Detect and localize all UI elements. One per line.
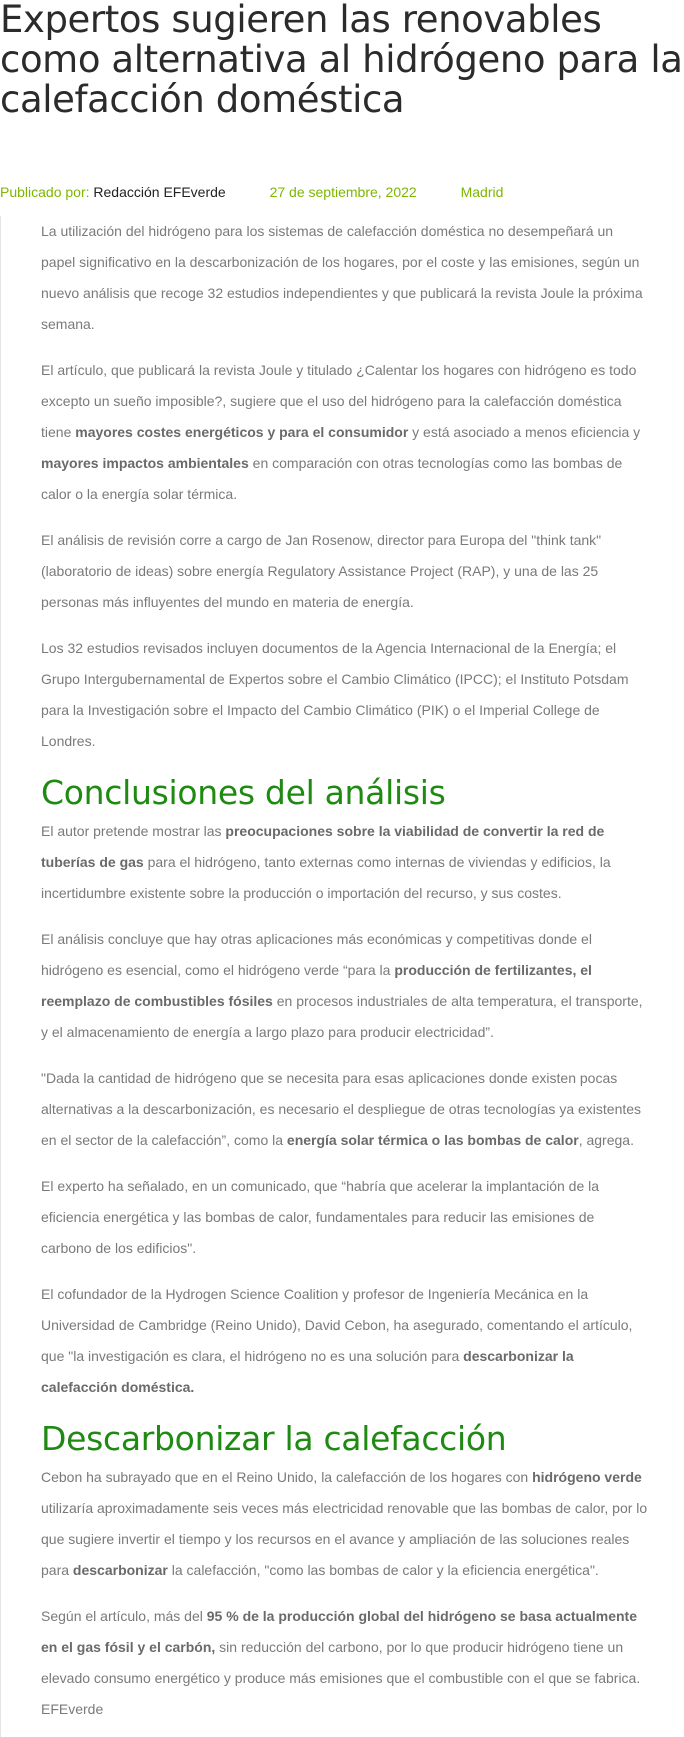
paragraph-text: y está asociado a menos eficiencia y [408, 424, 641, 440]
paragraph-text: Según el artículo, más del [41, 1608, 207, 1624]
paragraph [41, 1601, 648, 1725]
bold-text: mayores costes energéticos y para el consumidor [75, 424, 409, 440]
bold-text: 95 % de la producción global del hidrógeno se basa actualmente en el gas fósil y el carbón, [41, 1608, 637, 1655]
article-meta [0, 181, 503, 203]
article-title: Expertos sugieren las renovables como alternativa al hidrógeno para la calefacción doméstica [0, 0, 683, 121]
paragraph [41, 1462, 648, 1586]
paragraph [41, 1063, 648, 1156]
bold-text: energía solar térmica o las bombas de calor [286, 1132, 579, 1148]
paragraph-text: la calefacción, "como las bombas de calor y la eficiencia energética". [167, 1562, 599, 1578]
paragraph: El análisis de revisión corre a cargo de Jan Rosenow, director para Europa del "think tank" (laboratorio de ideas) sobre energía Regulatory Assistance Project (RAP), y una de las 25 personas más influyentes del mundo en materia de energía. [41, 532, 602, 610]
paragraph-text: utilizaría aproximadamente seis veces más electricidad renovable que las bombas de calor, por lo que sugiere invertir el tiempo y los recursos en el avance y ampliación de las soluciones reales para [41, 1500, 648, 1578]
paragraph-text: sin reducción del carbono, por lo que producir hidrógeno tiene un elevado consumo energético y produce más emisiones que el combustible con el que se fabrica. EFEverde [41, 1639, 641, 1717]
author-name[interactable]: Redacción EFEverde [93, 184, 226, 200]
author-label: Publicado por: [0, 184, 90, 200]
publish-date: 27 de septiembre, 2022 [269, 184, 417, 200]
article-body [0, 216, 648, 1737]
bold-text: hidrógeno verde [532, 1469, 642, 1485]
paragraph-text: El cofundador de la Hydrogen Science Coalition y profesor de Ingeniería Mecánica en la Universidad de Cambridge (Reino Unido), David Cebon, ha asegurado, comentando el artículo, que "la investigación es clara, el hidrógeno no es una solución para [41, 1286, 633, 1364]
paragraph-text: El análisis concluye que hay otras aplicaciones más económicas y competitivas donde el hidrógeno es esencial, como el hidrógeno verde “para la [41, 931, 592, 978]
bold-text: preocupaciones sobre la viabilidad de convertir la red de tuberías de gas [41, 823, 605, 870]
paragraph [41, 1279, 648, 1403]
paragraph-text: El artículo, que publicará la revista Joule y titulado ¿Calentar los hogares con hidrógeno es todo excepto un sueño imposible?, sugiere que el uso del hidrógeno para la calefacción doméstica tiene [41, 362, 637, 440]
paragraph: La utilización del hidrógeno para los sistemas de calefacción doméstica no desempeñará un papel significativo en la descarbonización de los hogares, por el coste y las emisiones, según un nuevo análisis que recoge 32 estudios independientes y que publicará la revista Joule la próxima semana. [41, 223, 643, 332]
publish-location: Madrid [460, 184, 504, 200]
paragraph-text: en comparación con otras tecnologías como las bombas de calor o la energía solar térmica. [41, 455, 623, 502]
paragraph-text: "Dada la cantidad de hidrógeno que se necesita para esas aplicaciones donde existen pocas alternativas a la descarbonización, es necesario el despliegue de otras tecnologías ya existentes en el sector de la calefacción”, como la [41, 1070, 642, 1148]
bold-text: producción de fertilizantes, el reemplazo de combustibles fósiles [41, 962, 592, 1009]
bold-text: mayores impactos ambientales [41, 455, 249, 471]
paragraph-text: Cebon ha subrayado que en el Reino Unido, la calefacción de los hogares con [41, 1469, 533, 1485]
paragraph: Los 32 estudios revisados incluyen documentos de la Agencia Internacional de la Energía; el Grupo Intergubernamental de Expertos sobre el Cambio Climático (IPCC); el Instituto Potsdam para la Investigación sobre el Impacto del Cambio Climático (PIK) o el Imperial College de Londres. [41, 640, 629, 749]
paragraph-text: para el hidrógeno, tanto externas como internas de viviendas y edificios, la incertidumbre existente sobre la producción o importación del recurso, y sus costes. [41, 854, 611, 901]
paragraph-text: El autor pretende mostrar las [41, 823, 226, 839]
paragraph-text: en procesos industriales de alta temperatura, el transporte, y el almacenamiento de energía a largo plazo para producir electricidad”. [41, 993, 643, 1040]
paragraph [41, 924, 648, 1048]
bold-text: descarbonizar [72, 1562, 168, 1578]
paragraph-text: , agrega. [578, 1132, 634, 1148]
paragraph [41, 355, 648, 510]
section-heading: Descarbonizar la calefacción [41, 1419, 507, 1458]
paragraph: El experto ha señalado, en un comunicado, que “habría que acelerar la implantación de la eficiencia energética y las bombas de calor, fundamentales para reducir las emisiones de carbono de los edificios". [41, 1178, 600, 1256]
bold-text: descarbonizar la calefacción doméstica. [41, 1348, 574, 1395]
section-heading: Conclusiones del análisis [41, 773, 446, 812]
paragraph [41, 816, 648, 909]
